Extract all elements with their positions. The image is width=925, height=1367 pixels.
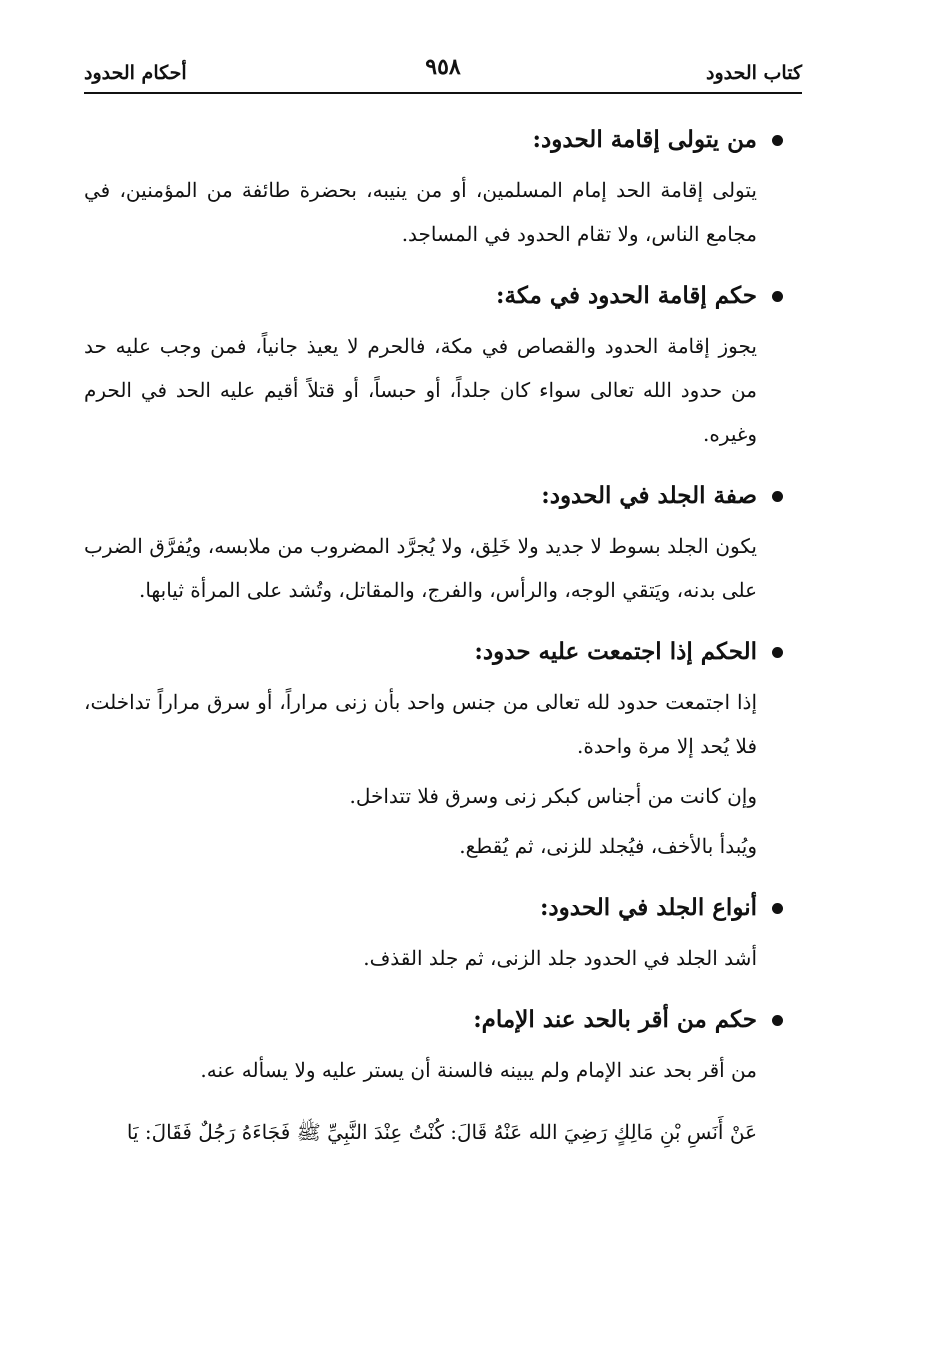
heading-text: حكم من أقر بالحد عند الإمام: [473,1006,757,1033]
section-heading [84,632,813,672]
section-heading [84,276,813,316]
section-multiple-hudud [84,632,757,868]
section-heading [84,120,813,160]
section-confession-before-imam [84,1000,757,1154]
paragraph: يتولى إقامة الحد إمام المسلمين، أو من ينيبه، بحضرة طائفة من المؤمنين، في مجامع الناس، ولا تقام الحدود في المساجد. [84,178,757,246]
bullet-icon [772,135,783,146]
paragraph: أشد الجلد في الحدود جلد الزنى، ثم جلد القذف. [363,946,757,970]
paragraph: يجوز إقامة الحدود والقصاص في مكة، فالحرم لا يعيذ جانياً، فمن وجب عليه حد من حدود الله تعالى سواء كان جلداً، أو حبساً، أو قتلاً أقيم عليه الحد في الحرم وغيره. [84,334,757,446]
heading-text: حكم إقامة الحدود في مكة: [496,282,757,309]
book-title: كتاب الحدود [705,62,802,84]
heading-text: أنواع الجلد في الحدود: [539,894,757,921]
heading-text: صفة الجلد في الحدود: [541,482,757,509]
bullet-icon [772,647,783,658]
bullet-icon [772,291,783,302]
section-flogging-description [84,476,757,612]
section-heading [84,476,813,516]
paragraph: من أقر بحد عند الإمام ولم يبينه فالسنة أن يستر عليه ولا يسأله عنه. [200,1058,757,1082]
paragraph: إذا اجتمعت حدود لله تعالى من جنس واحد بأن زنى مراراً، أو سرق مراراً تداخلت، فلا يُحد إلا مرة واحدة. [84,690,757,758]
section-heading [84,888,813,928]
bullet-icon [772,1015,783,1026]
section-hudud-in-mecca [84,276,757,456]
header-divider [84,92,802,94]
section-who-executes [84,120,757,256]
paragraph: يكون الجلد بسوط لا جديد ولا خَلِق، ولا يُجرَّد المضروب من ملابسه، ويُفرَّق الضرب على بدنه، ويَتقي الوجه، والرأس، والفرج، والمقاتل، وتُشد على المرأة ثيابها. [84,534,757,602]
heading-text: الحكم إذا اجتمعت عليه حدود: [474,638,757,665]
heading-text: من يتولى إقامة الحدود: [532,126,757,153]
bullet-icon [772,491,783,502]
chapter-title: أحكام الحدود [84,62,187,84]
page-header [84,54,802,94]
page-number: ٩٥٨ [425,54,461,80]
paragraph: ويُبدأ بالأخف، فيُجلد للزنى، ثم يُقطع. [459,834,757,858]
section-flogging-types [84,888,757,980]
paragraph: وإن كانت من أجناس كبكر زنى وسرق فلا تتداخل. [349,784,757,808]
hadith-text: عَنْ أَنَسِ بْنِ مَالِكٍ رَضِيَ الله عَنْهُ قَالَ: كُنْتُ عِنْدَ النَّبِيِّ ﷺ فَجَاءَهُ رَجُلٌ فَقَالَ: يَا [126,1120,757,1144]
section-heading [84,1000,813,1040]
page-body [84,120,757,1154]
bullet-icon [772,903,783,914]
